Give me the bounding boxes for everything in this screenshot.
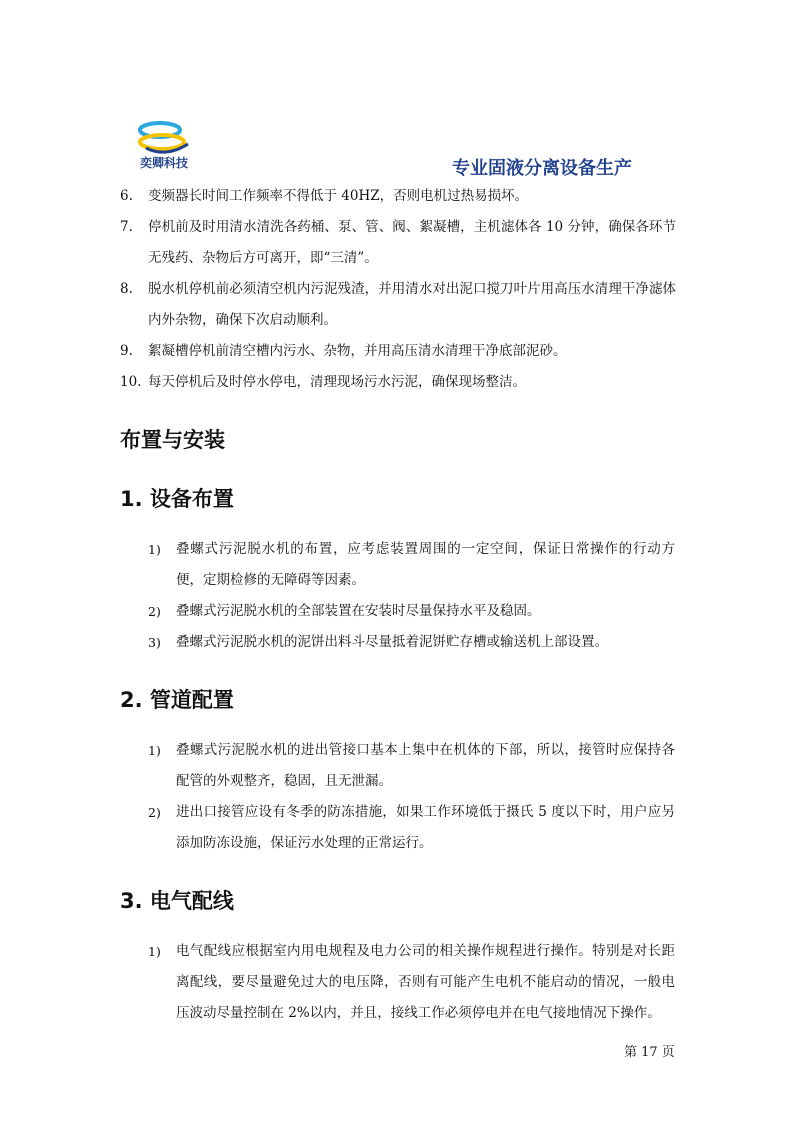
list-item-number: 9. [120,343,133,359]
list-item-text: 絮凝槽停机前清空槽内污水、杂物，并用高压清水清理干净底部泥砂。 [148,343,567,359]
section-heading: 3. 电气配线 [120,889,234,913]
list-item-number: 1) [148,944,161,959]
logo-text: 奕卿科技 [140,156,189,170]
list-item-text: 变频器长时间工作频率不得低于 40HZ，否则电机过热易损坏。 [148,188,529,204]
list-item-text: 每天停机后及时停水停电，清理现场污水污泥，确保现场整洁。 [148,374,526,390]
section-title: 布置与安装 [120,428,225,452]
list-item-text: 叠螺式污泥脱水机的进出管接口基本上集中在机体的下部，所以，接管时应保持各配管的外观整齐，稳固，且无泄漏。 [176,742,675,789]
list-item-text: 停机前及时用清水清洗各药桶、泵、管、阀、絮凝槽，主机滤体各 10 分钟，确保各环节无残药、杂物后方可离开，即“三清”。 [148,219,676,266]
list-item-number: 8. [120,281,133,297]
page-number: 第 17 页 [624,1045,675,1060]
list-item-number: 10. [120,374,142,390]
list-item-number: 1) [148,542,161,557]
list-item-text: 叠螺式污泥脱水机的泥饼出料斗尽量抵着泥饼贮存槽或输送机上部设置。 [176,634,608,650]
list-item-number: 2) [148,805,161,820]
list-item-number: 6. [120,188,133,204]
list-item-text: 叠螺式污泥脱水机的布置，应考虑装置周围的一定空间，保证日常操作的行动方便，定期检修的无障碍等因素。 [176,541,675,588]
list-item-number: 2) [148,604,161,619]
section-heading: 2. 管道配置 [120,688,234,712]
list-item-number: 1) [148,743,161,758]
list-item-number: 3) [148,635,161,650]
header-tagline: 专业固液分离设备生产 [452,158,632,179]
list-item-text: 进出口接管应设有冬季的防冻措施，如果工作环境低于摄氏 5 度以下时，用户应另添加防冻设施，保证污水处理的正常运行。 [176,804,675,851]
list-item-number: 7. [120,219,133,235]
list-item-text: 电气配线应根据室内用电规程及电力公司的相关操作规程进行操作。特别是对长距离配线，要尽量避免过大的电压降，否则有可能产生电机不能启动的情况，一般电压波动尽量控制在 2%以内，并且，接线工作必须停电并在电气接地情况下操作。 [176,943,675,1021]
list-item-text: 脱水机停机前必须清空机内污泥残渣，并用清水对出泥口搅刀叶片用高压水清理干净滤体内外杂物，确保下次启动顺利。 [148,281,676,328]
section-heading: 1. 设备布置 [120,487,234,511]
list-item-text: 叠螺式污泥脱水机的全部装置在安装时尽量保持水平及稳固。 [176,603,541,619]
